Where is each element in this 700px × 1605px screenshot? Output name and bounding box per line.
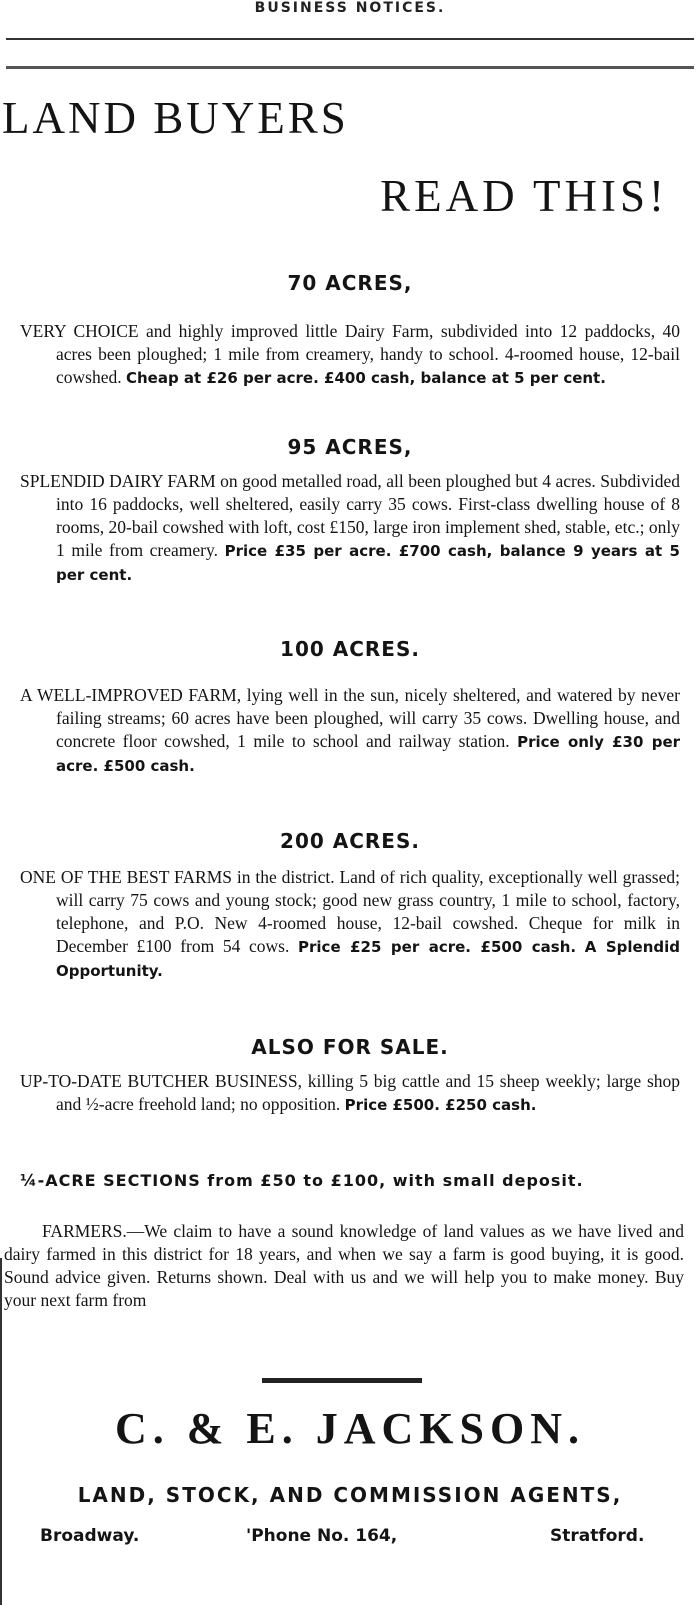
- listing-price: Cheap at £26 per acre. £400 cash, balance at 5 per cent.: [125, 369, 606, 387]
- listing-price: Price £500. £250 cash.: [344, 1096, 537, 1114]
- listing-heading-70-acres: 70 ACRES,: [287, 271, 413, 295]
- listing-price: Price £35 per acre. £700 cash, balance 9 years at 5 per cent.: [56, 542, 680, 584]
- address-stratford: Stratford.: [550, 1526, 645, 1546]
- listing-butcher-business: [20, 1070, 680, 1117]
- also-for-sale-heading: ALSO FOR SALE.: [251, 1035, 449, 1059]
- listing-text: ONE OF THE BEST FARMS in the district. Land of rich quality, exceptionally well grassed; will carry 75 cows and young stock; good new grass country, 1 mile to school, factory, telephone, and P.O. New 4-roomed house, 12-bail cowshed. Cheque for milk in December £100 from 54 cows.: [20, 867, 680, 956]
- acre-sections-line: ¼-ACRE SECTIONS from £50 to £100, with small deposit.: [20, 1171, 584, 1190]
- listing-text: VERY CHOICE and highly improved little Dairy Farm, subdivided into 12 paddocks, 40 acres been ploughed; 1 mile from creamery, handy to school. 4-roomed house, 12-bail cowshed.: [20, 321, 680, 387]
- top-divider: [6, 38, 694, 40]
- phone-number: 'Phone No. 164,: [246, 1526, 398, 1546]
- listing-price: Price only £30 per acre. £500 cash.: [56, 733, 681, 775]
- listing-text: A WELL-IMPROVED FARM, lying well in the sun, nicely sheltered, and watered by never failing streams; 60 acres have been ploughed, will carry 35 cows. Dwelling house, and concrete floor cowshed, 1 mile to school and railway station.: [20, 685, 680, 751]
- firm-description: LAND, STOCK, AND COMMISSION AGENTS,: [77, 1483, 623, 1507]
- listing-price: Price £25 per acre. £500 cash.: [298, 938, 577, 956]
- listing-text: SPLENDID DAIRY FARM on good metalled road, all been ploughed but 4 acres. Subdivided into 16 paddocks, well sheltered, easily carry 35 cows. First-class dwelling house of 8 rooms, 20-bail cowshed with loft, cost £150, large iron implement shed, stable, etc.; only 1 mile from creamery.: [20, 471, 680, 560]
- section-header: BUSINESS NOTICES.: [254, 0, 446, 16]
- listing-70-acres: [20, 320, 680, 390]
- headline-land-buyers: LAND BUYERS: [2, 93, 349, 143]
- listing-95-acres: [20, 470, 680, 587]
- listing-heading-95-acres: 95 ACRES,: [287, 435, 413, 459]
- listing-200-acres: [20, 866, 680, 983]
- firm-name: C. & E. JACKSON.: [114, 1404, 586, 1453]
- column-edge: [0, 1258, 2, 1605]
- listing-text: UP-TO-DATE BUTCHER BUSINESS, killing 5 big cattle and 15 sheep weekly; large shop and ½-acre freehold land; no opposition.: [20, 1071, 680, 1114]
- second-divider: [6, 66, 694, 69]
- farmers-note: FARMERS.—We claim to have a sound knowledge of land values as we have lived and dairy farmed in this district for 18 years, and when we say a farm is good buying, it is good. Sound advice given. Returns shown. Deal with us and we will help you to make money. Buy your next farm from: [4, 1221, 684, 1310]
- headline-read-this: READ THIS!: [380, 171, 668, 221]
- listing-heading-200-acres: 200 ACRES.: [280, 829, 420, 853]
- listing-extra: A Splendid Opportunity.: [56, 938, 680, 980]
- address-broadway: Broadway.: [40, 1526, 140, 1546]
- listing-heading-100-acres: 100 ACRES.: [280, 637, 420, 661]
- listing-100-acres: [20, 684, 680, 778]
- decorative-rule: [262, 1378, 422, 1383]
